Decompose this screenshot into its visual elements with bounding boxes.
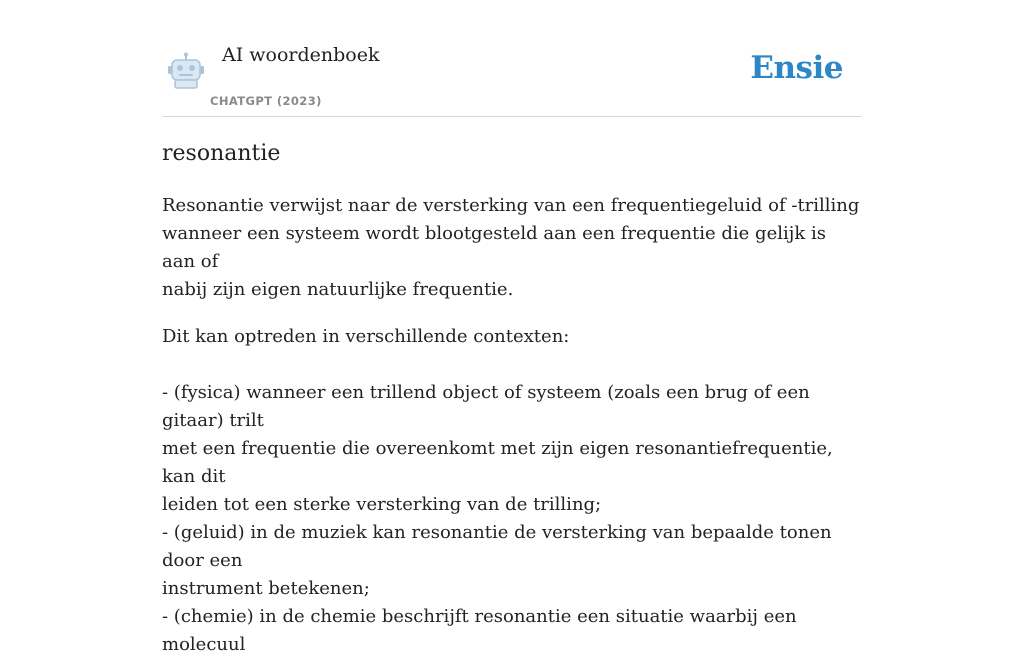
robot-icon xyxy=(166,52,206,90)
entry-content xyxy=(162,138,862,659)
source-subtitle: CHATGPT (2023) xyxy=(210,94,322,108)
source-title[interactable]: AI woordenboek xyxy=(222,44,380,66)
entry-term: resonantie xyxy=(162,141,281,166)
entry-header xyxy=(162,0,862,117)
definition-paragraph: Resonantie verwijst naar de versterking van een frequentiegeluid of -trilling wanneer een systeem wordt blootgesteld aan een frequentie die gelijk is aan of nabij zijn eigen natuurlijke frequentie. xyxy=(162,195,860,300)
contexts-paragraph: Dit kan optreden in verschillende contexten: - (fysica) wanneer een trillend object of systeem (zoals een brug of een gitaar) trilt met een frequentie die overeenkomt met zijn eigen resonantiefrequentie, kan dit leiden tot een sterke versterking van de trilling; - (geluid) in de muziek kan resonantie de versterking van bepaalde tonen door een instrument betekenen; - (chemie) in de chemie beschrijft resonantie een situatie waarbij een molecuul xyxy=(162,326,833,655)
brand-logo[interactable]: Ensie xyxy=(750,50,843,86)
